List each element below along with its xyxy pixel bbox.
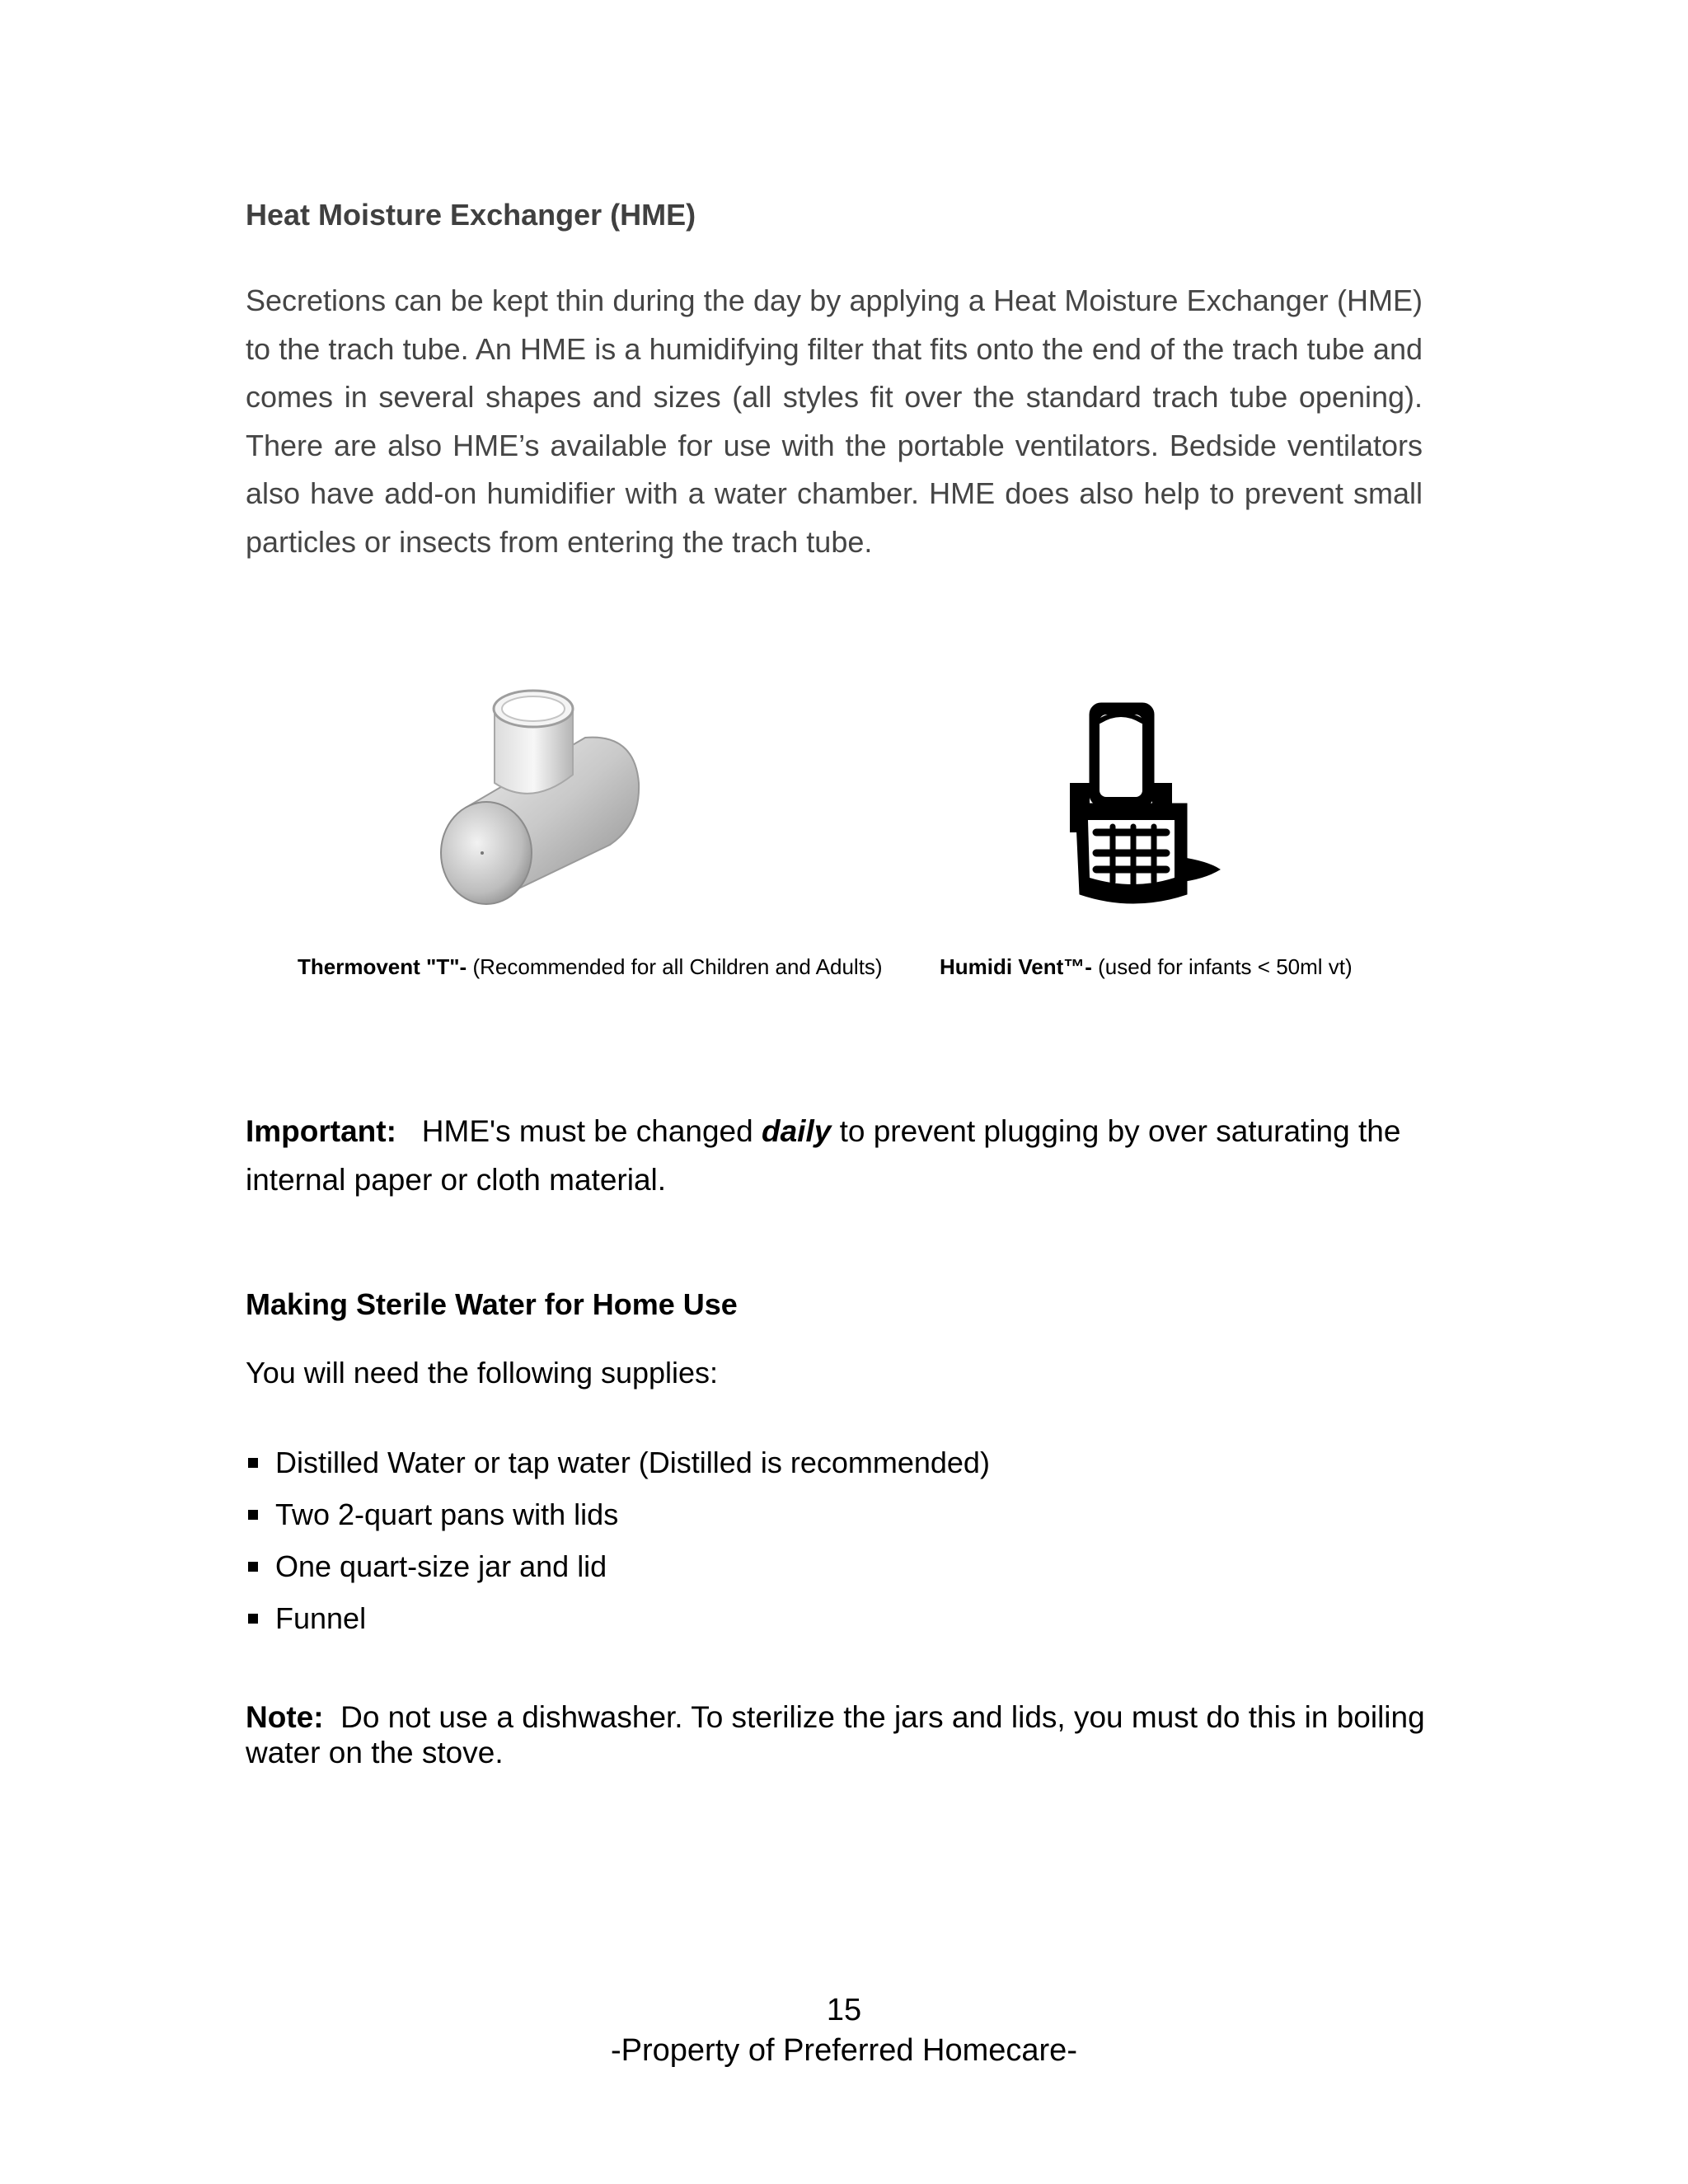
thermovent-description: (Recommended for all Children and Adults) [467, 954, 883, 979]
thermovent-name: Thermovent "T"- [298, 954, 467, 979]
dishwasher-note [246, 1699, 1432, 1770]
list-item [246, 1601, 990, 1652]
supply-label: Funnel [275, 1601, 367, 1635]
important-emphasis: daily [761, 1114, 832, 1148]
supplies-list [246, 1445, 990, 1652]
bullet-icon [248, 1562, 258, 1572]
supply-label: Two 2-quart pans with lids [275, 1497, 619, 1531]
list-item [246, 1497, 990, 1549]
humidi-vent-description: (used for infants < 50ml vt) [1091, 954, 1353, 979]
supplies-intro: You will need the following supplies: [246, 1356, 719, 1390]
footer-property: -Property of Preferred Homecare- [611, 2033, 1077, 2068]
list-item [246, 1549, 990, 1601]
note-text: Do not use a dishwasher. To sterilize the jars and lids, you must do this in boiling water on the stove. [246, 1700, 1425, 1769]
important-label: Important: [246, 1114, 396, 1148]
supply-label: Distilled Water or tap water (Distilled is recommended) [275, 1446, 990, 1479]
thermovent-t-image [416, 684, 663, 907]
bullet-icon [248, 1510, 258, 1520]
thermovent-caption [298, 954, 883, 980]
humidi-vent-image [1063, 696, 1228, 919]
humidi-vent-name: Humidi Vent™- [940, 954, 1092, 979]
hme-heading: Heat Moisture Exchanger (HME) [246, 198, 696, 232]
bullet-icon [248, 1614, 258, 1624]
hme-paragraph: Secretions can be kept thin during the day by applying a Heat Moisture Exchanger (HME) to the trach tube. An HME is a humidifying filter that fits onto the end of the trach tube and comes in several shapes and sizes (all styles fit over the standard trach tube opening). There are also HME’s available for use with the portable ventilators. Bedside ventilators also have add-on humidifier with a water chamber. HME does also help to prevent small particles or insects from entering the trach tube. [246, 284, 1423, 559]
important-note [246, 1107, 1424, 1204]
supply-label: One quart-size jar and lid [275, 1549, 607, 1583]
important-text-after: to prevent plugging by over saturating the internal paper or cloth material. [246, 1114, 1401, 1197]
humidi-vent-caption [940, 954, 1353, 980]
note-label: Note: [246, 1700, 324, 1734]
sterile-water-heading: Making Sterile Water for Home Use [246, 1287, 738, 1321]
important-text-before: HME's must be changed [421, 1114, 762, 1148]
page-number: 15 [826, 1993, 862, 2027]
list-item [246, 1445, 990, 1497]
bullet-icon [248, 1458, 258, 1468]
